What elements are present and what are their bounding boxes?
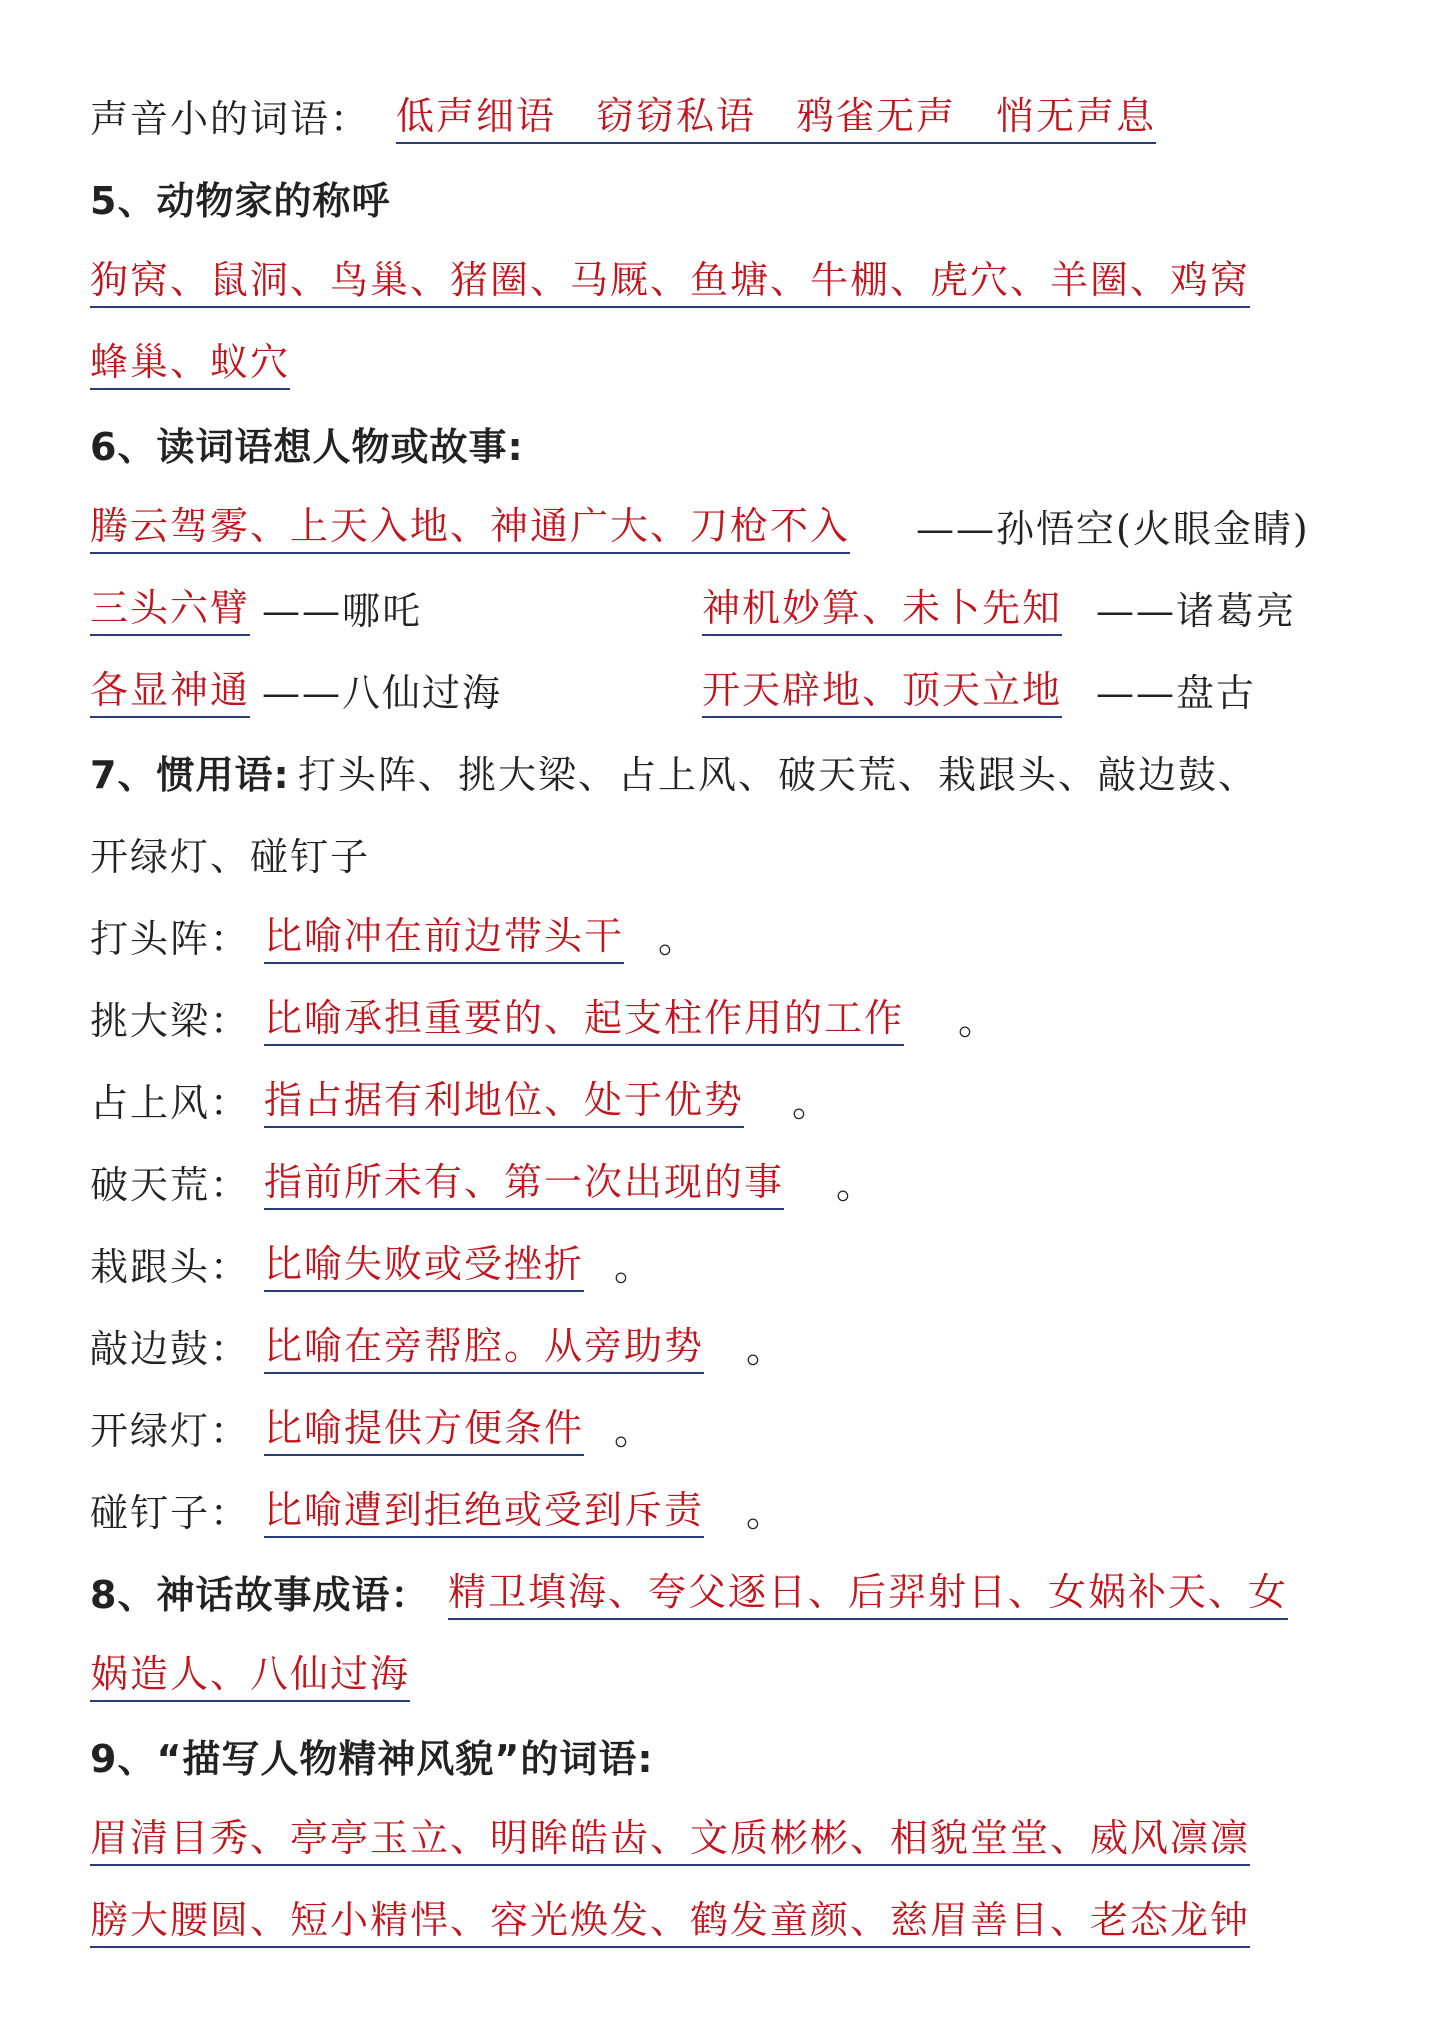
story-tail-baxian: ——八仙过海 xyxy=(262,671,503,715)
idiom-term: 挑大梁： xyxy=(90,999,251,1043)
animal-homes-answer-1: 狗窝、鼠洞、鸟巢、猪圈、马厩、鱼塘、牛棚、虎穴、羊圈、鸡窝 xyxy=(90,254,1250,308)
idiom-meaning: 指占据有利地位、处于优势 xyxy=(264,1074,744,1128)
idiom-end: 。 xyxy=(614,1409,655,1453)
idiom-term: 栽跟头： xyxy=(90,1245,251,1289)
section-6-heading: 6、读词语想人物或故事: xyxy=(90,425,524,469)
idiom-term: 打头阵： xyxy=(90,917,251,961)
section-5-heading: 5、动物家的称呼 xyxy=(90,179,391,223)
idiom-meaning: 比喻遭到拒绝或受到斥责 xyxy=(264,1484,704,1538)
idiom-meaning: 比喻提供方便条件 xyxy=(264,1402,584,1456)
story-tail-sunwukong: ——孙悟空(火眼金睛) xyxy=(916,507,1310,551)
idiom-end: 。 xyxy=(792,1081,833,1125)
idiom-end: 。 xyxy=(658,917,699,961)
story-answer-baxian: 各显神通 xyxy=(90,664,250,718)
story-answer-sunwukong: 腾云驾雾、上天入地、神通广大、刀枪不入 xyxy=(90,500,850,554)
section-8-heading: 8、神话故事成语： xyxy=(90,1573,430,1617)
idiom-end: 。 xyxy=(746,1327,787,1371)
story-answer-zhugeliang: 神机妙算、未卜先知 xyxy=(702,582,1062,636)
section-9-heading: 9、“描写人物精神风貌”的词语: xyxy=(90,1737,654,1781)
quiet-words-label: 声音小的词语： xyxy=(90,97,371,141)
myth-idioms-answer-2: 娲造人、八仙过海 xyxy=(90,1648,410,1702)
story-tail-nezha: ——哪吒 xyxy=(262,589,423,633)
idiom-end: 。 xyxy=(614,1245,655,1289)
story-answer-pangu: 开天辟地、顶天立地 xyxy=(702,664,1062,718)
animal-homes-answer-2: 蜂巢、蚁穴 xyxy=(90,336,290,390)
idiom-list-1: 打头阵、挑大梁、占上风、破天荒、栽跟头、敲边鼓、 xyxy=(298,753,1259,797)
demeanor-answer-2: 膀大腰圆、短小精悍、容光焕发、鹤发童颜、慈眉善目、老态龙钟 xyxy=(90,1894,1250,1948)
idiom-term: 敲边鼓： xyxy=(90,1327,251,1371)
story-answer-nezha: 三头六臂 xyxy=(90,582,250,636)
idiom-meaning: 比喻冲在前边带头干 xyxy=(264,910,624,964)
story-tail-pangu: ——盘古 xyxy=(1096,671,1257,715)
idiom-meaning: 比喻承担重要的、起支柱作用的工作 xyxy=(264,992,904,1046)
idiom-term: 破天荒： xyxy=(90,1163,251,1207)
idiom-end: 。 xyxy=(836,1163,877,1207)
story-tail-zhugeliang: ——诸葛亮 xyxy=(1096,589,1297,633)
idiom-term: 占上风： xyxy=(90,1081,251,1125)
idiom-meaning: 指前所未有、第一次出现的事 xyxy=(264,1156,784,1210)
idiom-end: 。 xyxy=(746,1491,787,1535)
idiom-list-2: 开绿灯、碰钉子 xyxy=(90,835,371,879)
idiom-meaning: 比喻在旁帮腔。从旁助势 xyxy=(264,1320,704,1374)
quiet-words-answer: 低声细语 窃窃私语 鸦雀无声 悄无声息 xyxy=(396,90,1156,144)
idiom-term: 碰钉子： xyxy=(90,1491,251,1535)
idiom-end: 。 xyxy=(958,999,999,1043)
section-7-heading: 7、惯用语: xyxy=(90,753,290,797)
idiom-meaning: 比喻失败或受挫折 xyxy=(264,1238,584,1292)
demeanor-answer-1: 眉清目秀、亭亭玉立、明眸皓齿、文质彬彬、相貌堂堂、威风凛凛 xyxy=(90,1812,1250,1866)
idiom-term: 开绿灯： xyxy=(90,1409,251,1453)
myth-idioms-answer-1: 精卫填海、夸父逐日、后羿射日、女娲补天、女 xyxy=(448,1566,1288,1620)
